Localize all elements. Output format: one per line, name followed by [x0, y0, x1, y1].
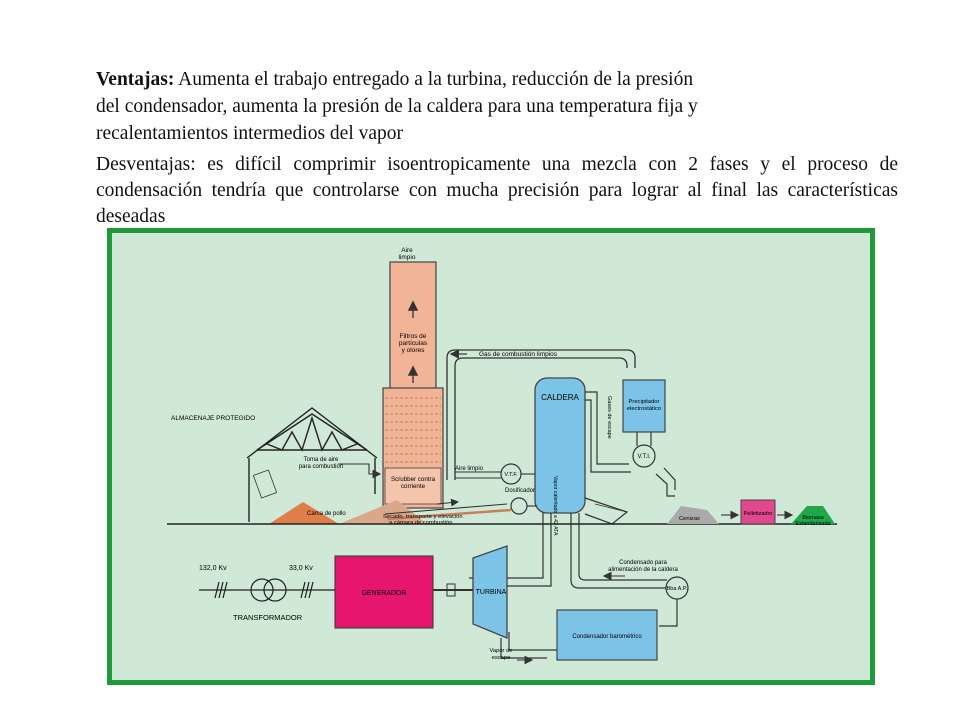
dosificador-label: Dosificador — [505, 488, 536, 494]
vtf-label: V.T.F. — [504, 472, 518, 478]
vapor-escape-line2: escape — [491, 655, 511, 661]
ventajas-label: Ventajas: — [96, 69, 175, 90]
ventajas-paragraph — [96, 66, 898, 147]
desventajas-paragraph: Desventajas: es difícil comprimir isoentropicamente una mezcla con 2 fases y el proceso de condensación tendría que controlarse con mucha precisión para lograr al final las características deseadas — [96, 154, 898, 227]
precipitador-line1: Precipitador — [628, 399, 660, 405]
secado-line2: a cámara de combustión — [389, 520, 453, 526]
filtros-line3: y olores — [401, 347, 425, 354]
aire-limpio-top-line2: limpio — [398, 254, 416, 261]
chimney — [383, 262, 443, 508]
condensado-line1: Condensado para — [619, 560, 667, 566]
power-plant-diagram — [107, 228, 877, 688]
cenizas-label: Cenizas — [679, 516, 700, 522]
aire-limpio-top-line1: Aire — [401, 247, 413, 254]
filtros-line2: partículas — [398, 340, 428, 347]
vti-label: V.T.I. — [637, 454, 651, 460]
caldera-label: CALDERA — [541, 393, 579, 402]
toma-aire-line2: para combustión — [298, 464, 344, 470]
toma-aire-line1: Toma de aire — [303, 457, 339, 463]
scrubber-line1: Scrubber contra — [390, 476, 436, 483]
transformador-label: TRANSFORMADOR — [233, 613, 303, 622]
aire-limpio-mid-label: Aire limpio — [455, 466, 484, 472]
generador-label: GENERADOR — [361, 590, 407, 597]
secado-line1: Secado, transporte y elevación — [383, 514, 463, 520]
kv33-label: 33,0 Kv — [289, 565, 313, 572]
almacenaje-label: ALMACENAJE PROTEGIDO — [171, 415, 256, 422]
ventajas-line-3: recalentamientos intermedios del vapor — [96, 123, 404, 144]
cama-pollo-label: Cama de pollo — [307, 511, 346, 517]
scrubber-line2: corriente — [400, 483, 426, 490]
turbina-label: TURBINA — [475, 589, 507, 596]
ventajas-line-1: Aumenta el trabajo entregado a la turbina, reducción de la presión — [174, 69, 694, 90]
precipitador-line2: electrostático — [626, 406, 662, 412]
dosificador — [511, 498, 527, 514]
condensador-label: Condensador barométrico — [572, 634, 642, 640]
biomasa-line2: Estandarizada — [795, 521, 831, 527]
pelletizador-label: Pelletizador — [743, 511, 773, 517]
condensado-line2: alimentación de la caldera — [608, 567, 678, 573]
gas-combustion-label: Gas de combustión limpios — [479, 351, 558, 358]
gases-escape-label: Gases de escape — [606, 396, 612, 439]
bba-label: Bba A.P. — [666, 586, 688, 592]
ventajas-line-2: del condensador, aumenta la presión de la caldera para una temperatura fija y — [96, 96, 698, 117]
filtros-line1: Filtros de — [399, 333, 427, 340]
vapor-calentado-label: Vapor calentado a 42 ATA — [552, 476, 558, 536]
vapor-escape-line1: Vapor de — [489, 648, 513, 654]
biomasa-line1: Biomasa — [802, 515, 824, 521]
kv132-label: 132,0 Kv — [199, 565, 227, 572]
